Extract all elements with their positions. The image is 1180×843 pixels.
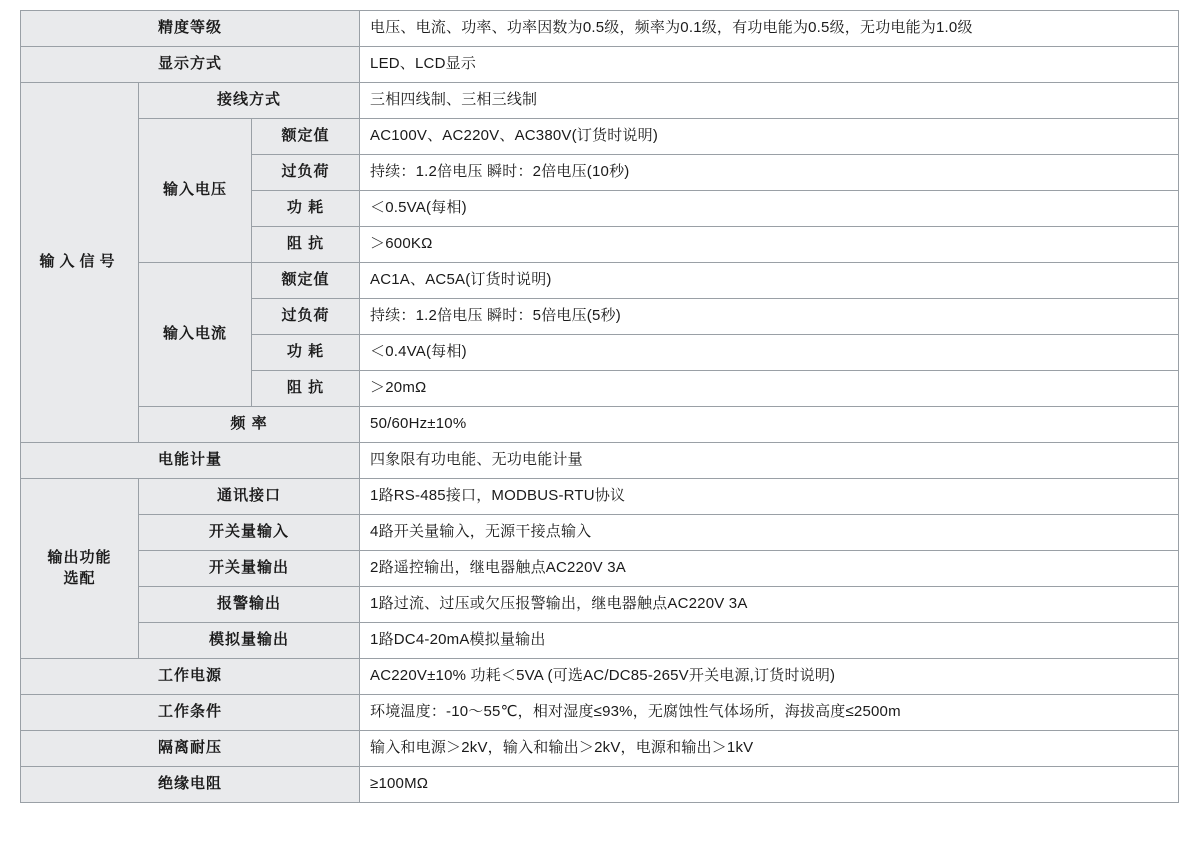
row-value-analog-output: 1路DC4-20mA模拟量输出 [360,623,1179,659]
table-row [21,731,1179,767]
row-value-voltage-impedance: ＞600KΩ [360,227,1179,263]
row-label-current-impedance: 阻 抗 [252,371,360,407]
row-label-alarm-output: 报警输出 [139,587,360,623]
row-value-isolation-voltage: 输入和电源＞2kV，输入和输出＞2kV，电源和输出＞1kV [360,731,1179,767]
row-value-current-rated: AC1A、AC5A(订货时说明) [360,263,1179,299]
row-label-power-supply: 工作电源 [21,659,360,695]
row-label-voltage-power: 功 耗 [252,191,360,227]
table-row [21,443,1179,479]
table-row [21,587,1179,623]
row-value-display: LED、LCD显示 [360,47,1179,83]
table-row [21,659,1179,695]
table-row [21,47,1179,83]
row-label-wiring: 接线方式 [139,83,360,119]
row-label-do: 开关量输出 [139,551,360,587]
table-row [21,11,1179,47]
table-row [21,551,1179,587]
table-row [21,83,1179,119]
table-row [21,767,1179,803]
row-label-analog-output: 模拟量输出 [139,623,360,659]
row-value-insulation-resistance: ≥100MΩ [360,767,1179,803]
group-label-output-function-line2: 选配 [63,569,96,587]
row-value-working-conditions: 环境温度：-10～55℃，相对湿度≤93%，无腐蚀性气体场所，海拔高度≤2500m [360,695,1179,731]
row-value-power-supply: AC220V±10% 功耗＜5VA (可选AC/DC85-265V开关电源,订货时说明) [360,659,1179,695]
row-value-voltage-overload: 持续：1.2倍电压 瞬时：2倍电压(10秒) [360,155,1179,191]
row-label-current-rated: 额定值 [252,263,360,299]
row-label-isolation-voltage: 隔离耐压 [21,731,360,767]
row-label-working-conditions: 工作条件 [21,695,360,731]
row-value-di: 4路开关量输入，无源干接点输入 [360,515,1179,551]
row-label-comm-interface: 通讯接口 [139,479,360,515]
row-value-energy-metering: 四象限有功电能、无功电能计量 [360,443,1179,479]
row-value-accuracy: 电压、电流、功率、功率因数为0.5级，频率为0.1级，有功电能为0.5级，无功电能为1.0级 [360,11,1179,47]
table-row [21,119,1179,155]
group-label-input-voltage: 输入电压 [139,119,252,263]
row-value-voltage-power: ＜0.5VA(每相) [360,191,1179,227]
row-value-voltage-rated: AC100V、AC220V、AC380V(订货时说明) [360,119,1179,155]
row-label-current-power: 功 耗 [252,335,360,371]
specification-table [20,10,1179,803]
row-label-energy-metering: 电能计量 [21,443,360,479]
row-label-frequency: 频 率 [139,407,360,443]
group-label-output-function-line1: 输出功能 [47,549,112,567]
group-label-output-function [21,479,139,659]
row-label-voltage-overload: 过负荷 [252,155,360,191]
row-label-di: 开关量输入 [139,515,360,551]
row-value-do: 2路遥控输出，继电器触点AC220V 3A [360,551,1179,587]
row-value-current-overload: 持续：1.2倍电压 瞬时：5倍电压(5秒) [360,299,1179,335]
row-value-alarm-output: 1路过流、过压或欠压报警输出，继电器触点AC220V 3A [360,587,1179,623]
row-value-comm-interface: 1路RS-485接口，MODBUS-RTU协议 [360,479,1179,515]
row-value-current-power: ＜0.4VA(每相) [360,335,1179,371]
table-row [21,263,1179,299]
row-value-wiring: 三相四线制、三相三线制 [360,83,1179,119]
group-label-input-current: 输入电流 [139,263,252,407]
table-row [21,515,1179,551]
table-row [21,623,1179,659]
row-label-accuracy: 精度等级 [21,11,360,47]
table-row [21,695,1179,731]
row-label-voltage-rated: 额定值 [252,119,360,155]
row-label-insulation-resistance: 绝缘电阻 [21,767,360,803]
row-label-voltage-impedance: 阻 抗 [252,227,360,263]
table-row [21,407,1179,443]
group-label-input-signal: 输入信号 [21,83,139,443]
row-label-current-overload: 过负荷 [252,299,360,335]
table-row [21,479,1179,515]
row-label-display: 显示方式 [21,47,360,83]
row-value-frequency: 50/60Hz±10% [360,407,1179,443]
row-value-current-impedance: ＞20mΩ [360,371,1179,407]
